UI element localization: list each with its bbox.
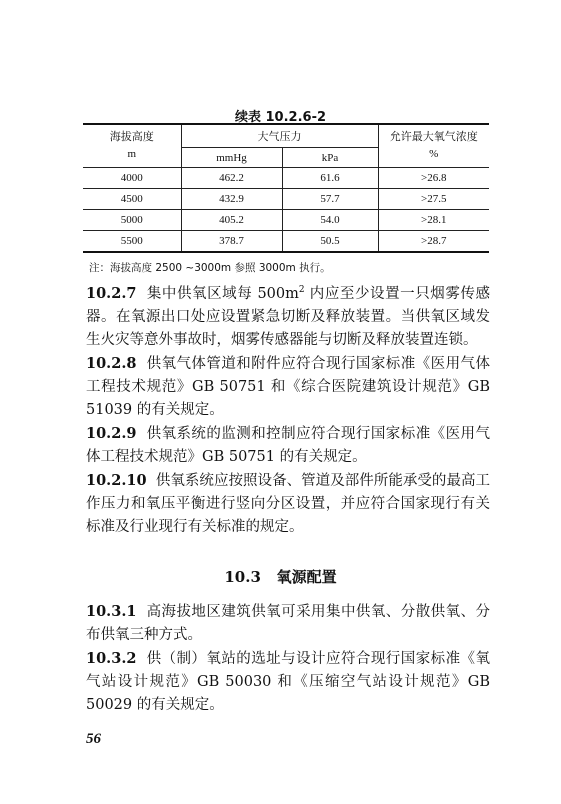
section-heading: [0, 566, 561, 587]
header-kpa: kPa: [282, 148, 378, 168]
clause-text: 高海拔地区建筑供氧可采用集中供氧、分散供氧、分布供氧三种方式。: [86, 604, 491, 643]
cell-altitude: 4000: [83, 168, 181, 189]
clause-10-2-8: [86, 352, 490, 422]
page-number: 56: [86, 731, 101, 747]
clause-10-3-2: [86, 647, 490, 717]
cell-kpa: 50.5: [282, 231, 378, 253]
oxygen-concentration-table: [83, 123, 489, 253]
cell-kpa: 61.6: [282, 168, 378, 189]
clause-10-2-10: [86, 469, 490, 539]
clause-text: 集中供氧区域每 500m: [146, 286, 299, 302]
clauses-block: [86, 282, 490, 539]
cell-mmhg: 462.2: [181, 168, 282, 189]
cell-mmhg: 432.9: [181, 189, 282, 210]
header-altitude: 海拔高度 m: [83, 124, 181, 168]
clause-text: 供（制）氧站的选址与设计应符合现行国家标准《氧气站设计规范》GB 50030 和《压缩空气站设计规范》GB 50029 的有关规定。: [86, 651, 491, 713]
superscript: 2: [298, 285, 305, 296]
cell-oxygen: >28.1: [378, 210, 489, 231]
clause-number: 10.2.9: [86, 425, 137, 442]
clause-number: 10.2.8: [86, 355, 137, 372]
cell-kpa: 57.7: [282, 189, 378, 210]
section-number: 10.3: [224, 568, 261, 586]
cell-altitude: 5000: [83, 210, 181, 231]
table-note: 注：海拔高度 2500 ~3000m 参照 3000m 执行。: [89, 262, 331, 274]
header-mmhg: mmHg: [181, 148, 282, 168]
header-pressure-group: 大气压力: [181, 124, 378, 148]
table-row: [83, 168, 489, 189]
section-title: 氧源配置: [276, 568, 337, 586]
clause-number: 10.2.7: [86, 285, 137, 302]
cell-altitude: 5500: [83, 231, 181, 253]
clause-text: 供氧系统的监测和控制应符合现行国家标准《医用气体工程技术规范》GB 50751 的有关规定。: [86, 426, 491, 465]
cell-mmhg: 405.2: [181, 210, 282, 231]
clause-10-3-1: [86, 600, 490, 647]
cell-oxygen: >28.7: [378, 231, 489, 253]
clause-text: 供氧气体管道和附件应符合现行国家标准《医用气体工程技术规范》GB 50751 和《综合医院建筑设计规范》GB 51039 的有关规定。: [86, 356, 491, 418]
clause-text: 内应至少设置一只烟雾传感器。在氧源出口处应设置紧急切断及释放装置。当供氧区域发生火灾等意外事故时，烟雾传感器能与切断及释放装置连锁。: [86, 286, 491, 348]
table-row: [83, 231, 489, 253]
clause-number: 10.3.1: [86, 603, 137, 620]
cell-oxygen: >27.5: [378, 189, 489, 210]
cell-kpa: 54.0: [282, 210, 378, 231]
table-row: [83, 189, 489, 210]
cell-mmhg: 378.7: [181, 231, 282, 253]
clause-text: 供氧系统应按照设备、管道及部件所能承受的最高工作压力和氧压平衡进行竖向分区设置，并应符合国家现行有关标准及行业现行有关标准的规定。: [86, 473, 490, 535]
table-row: [83, 210, 489, 231]
header-oxygen-concentration: 允许最大氧气浓度 %: [378, 124, 489, 168]
clause-10-2-9: [86, 422, 490, 469]
clause-10-2-7: [86, 282, 490, 352]
clause-number: 10.2.10: [86, 472, 147, 489]
section-clauses-block: [86, 600, 490, 717]
cell-oxygen: >26.8: [378, 168, 489, 189]
clause-number: 10.3.2: [86, 650, 137, 667]
cell-altitude: 4500: [83, 189, 181, 210]
table-caption: 续表 10.2.6-2: [234, 110, 327, 125]
